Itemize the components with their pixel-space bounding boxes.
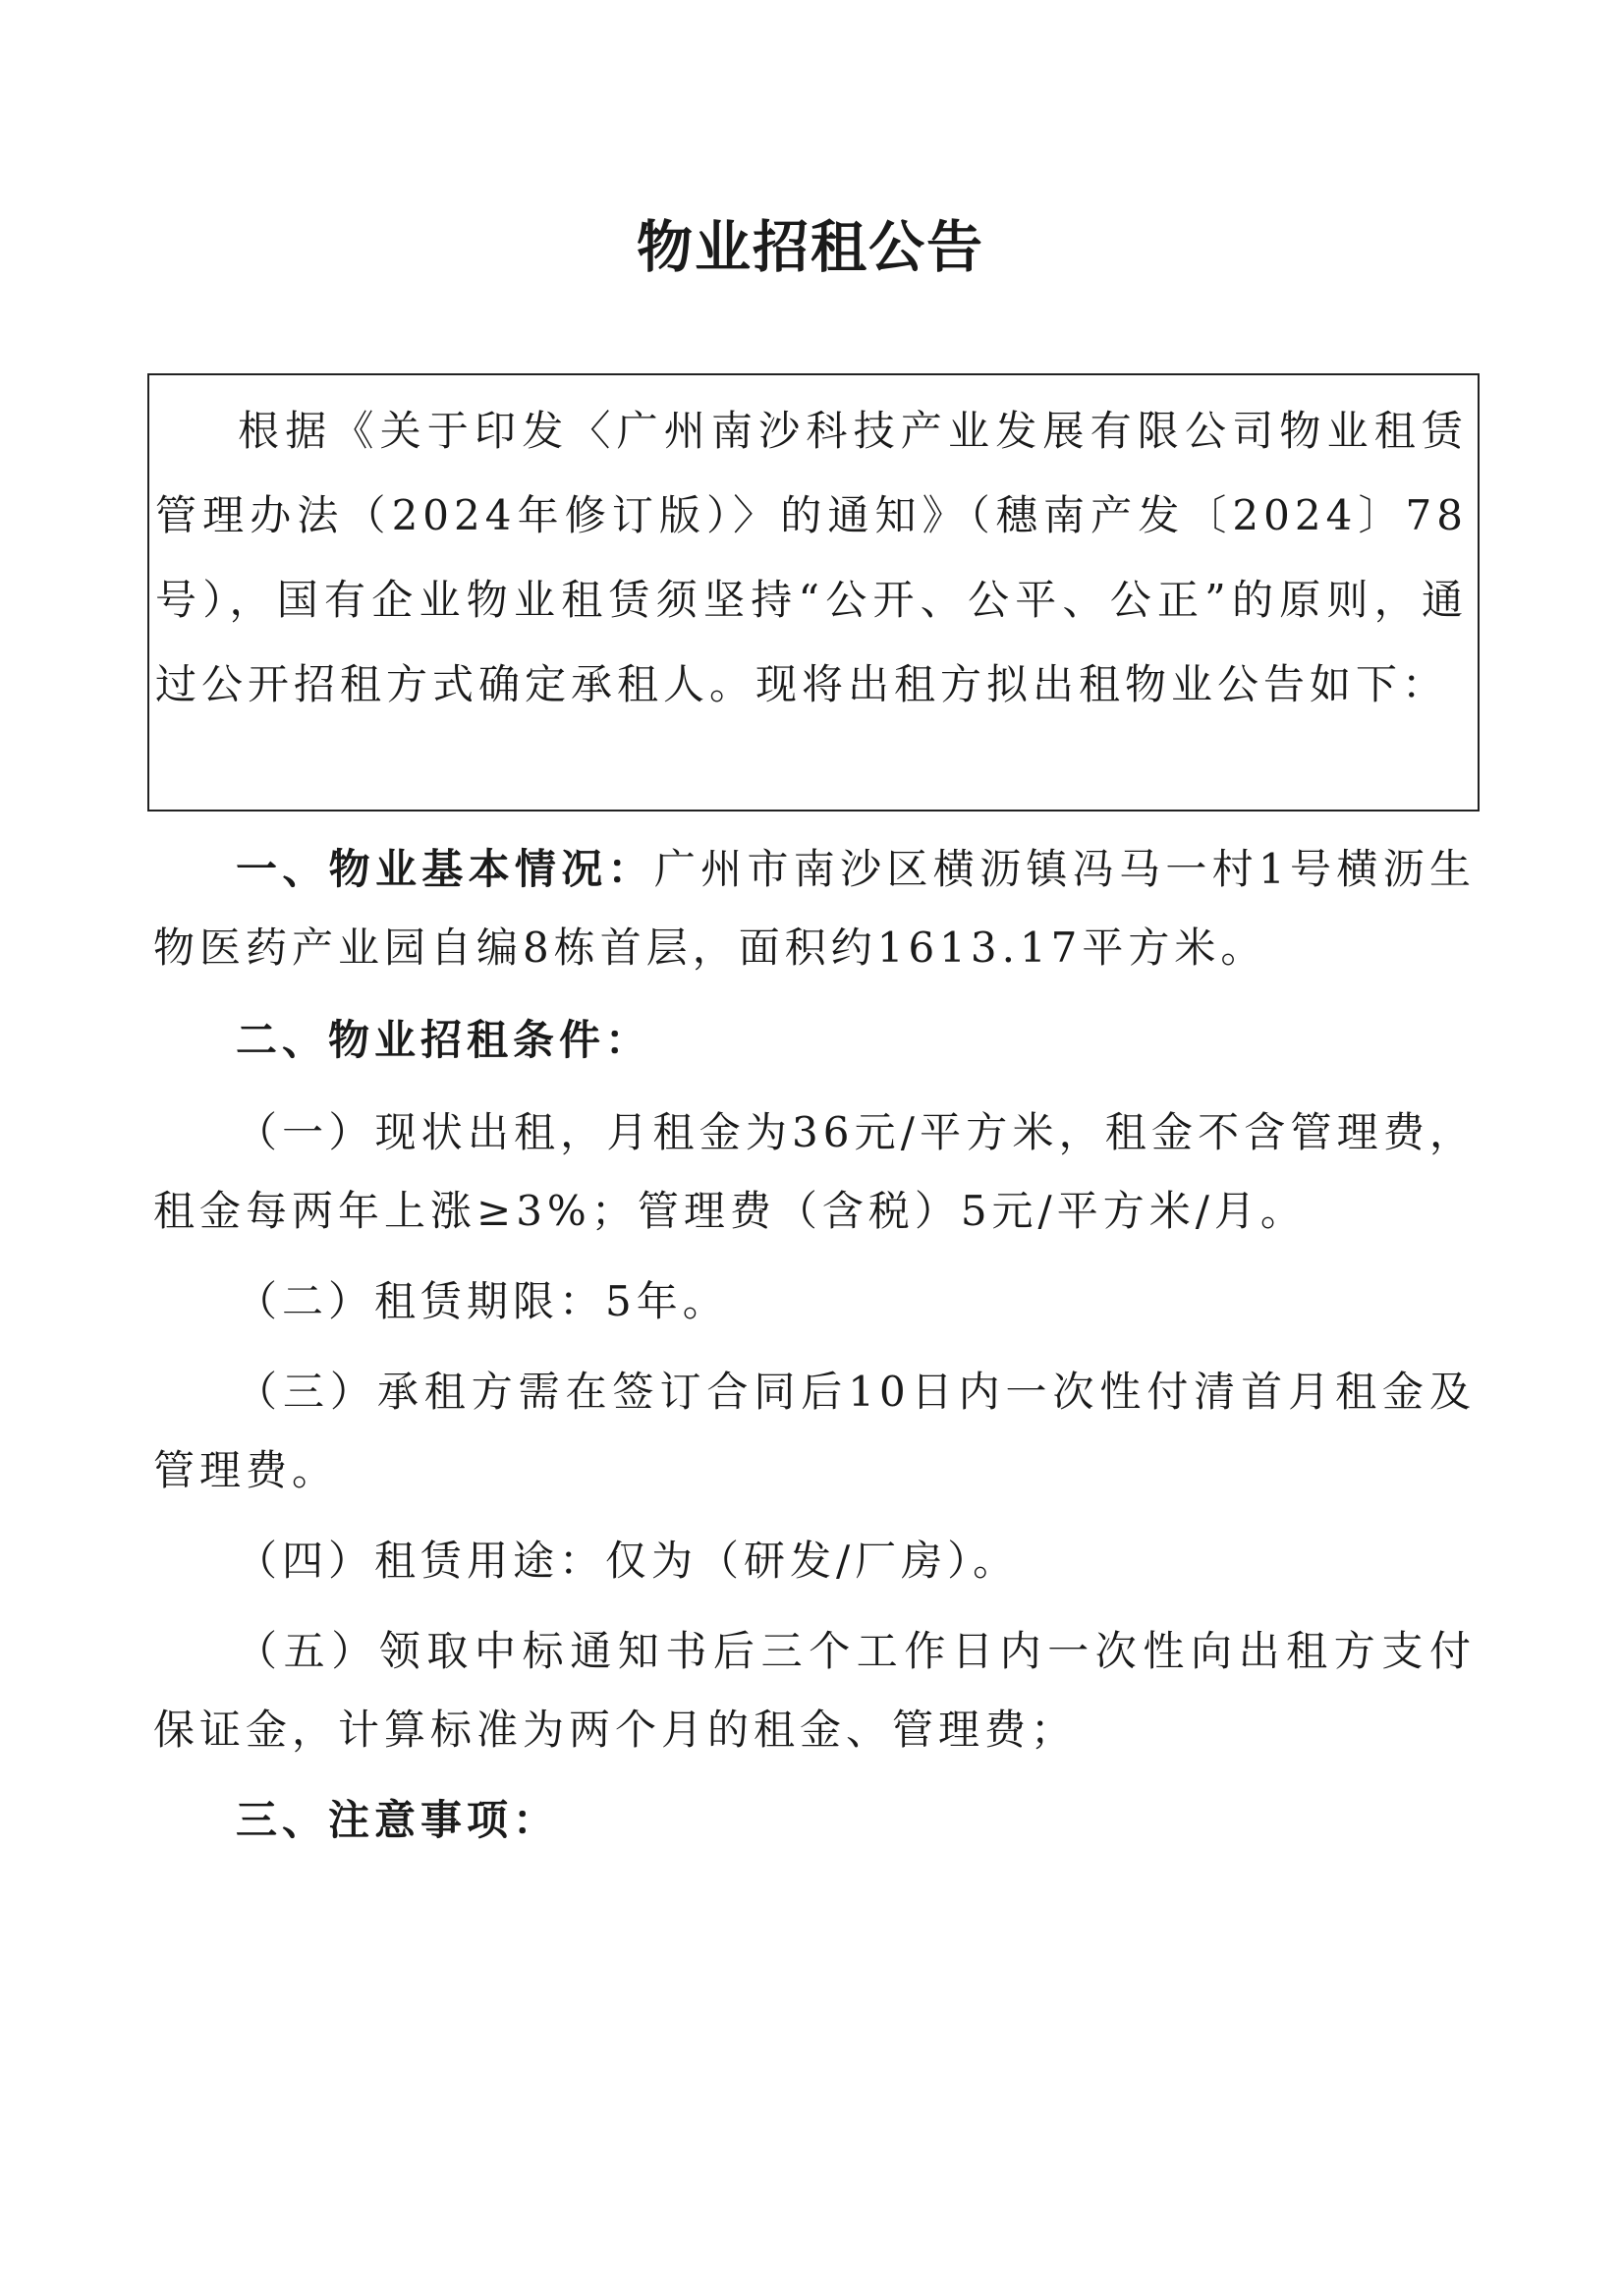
condition-item: （二）租赁期限：5年。 [236,1277,729,1325]
section-notes [153,1781,1476,1860]
page-title: 物业招租公告 [637,215,984,280]
section-heading: 一、物业基本情况： [236,845,654,893]
section-heading: 二、物业招租条件： [236,1016,652,1064]
section-heading: 三、注意事项： [236,1796,560,1844]
section-text: 广州市南沙区横沥镇冯马一村1号横沥生物医药产业园自编8栋首层，面积约1613.17平方米。 [153,845,1476,972]
intro-paragraph: 根据《关于印发〈广州南沙科技产业发展有限公司物业租赁管理办法（2024年修订版）〉的通知》（穗南产发〔2024〕78号），国有企业物业租赁须坚持“公开、公平、公正”的原则，通过公开招租方式确定承租人。现将出租方拟出租物业公告如下： [155,407,1468,708]
condition-item: （四）租赁用途：仅为（研发/厂房）。 [236,1537,1020,1585]
section-lease-conditions [153,1001,1476,1080]
notice-body [153,830,1476,1874]
condition-item: （一）现状出租，月租金为36元/平方米，租金不含管理费，租金每两年上涨≥3%；管理费（含税）5元/平方米/月。 [153,1108,1476,1235]
condition-item: （三）承租方需在签订合同后10日内一次性付清首月租金及管理费。 [153,1368,1476,1494]
intro-box [147,373,1480,812]
section-property-info [153,830,1476,987]
condition-item: （五）领取中标通知书后三个工作日内一次性向出租方支付保证金，计算标准为两个月的租金、管理费； [153,1627,1476,1754]
